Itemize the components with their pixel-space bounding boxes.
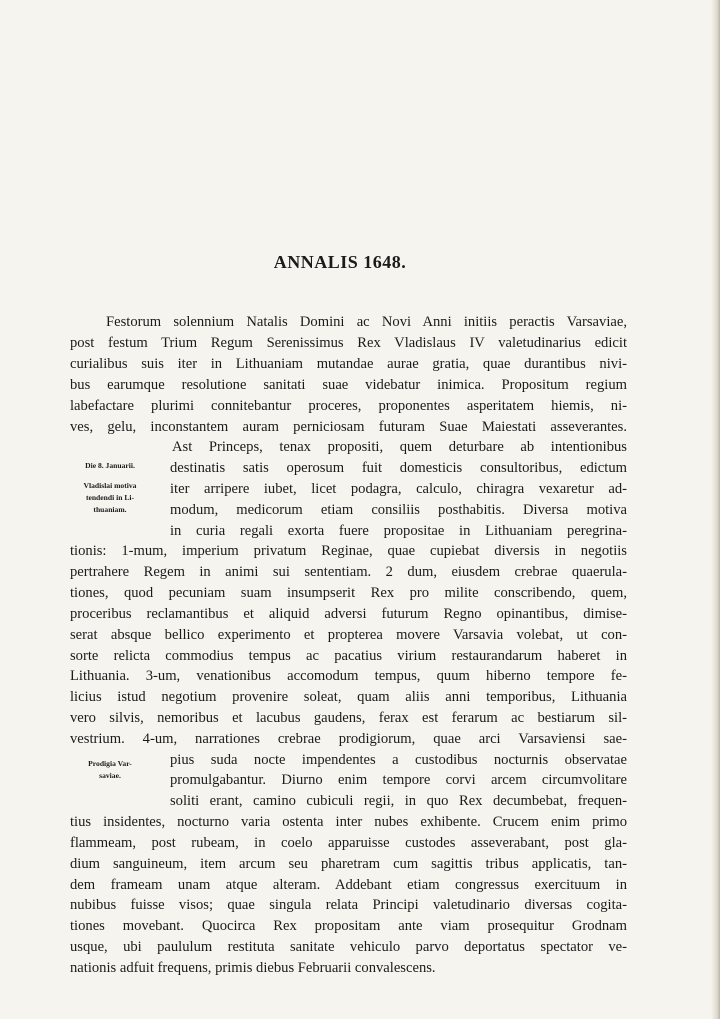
- text-line: nubibus fuisse visos; quae singula relata Principi valetudinario diversas cogita-: [70, 897, 627, 913]
- text-line: nationis adfuit frequens, primis diebus Februarii convalescens.: [70, 960, 436, 976]
- margin-note-line: Vladislai motiva: [83, 481, 137, 490]
- text-line: usque, ubi paululum restituta sanitate vehiculo parvo deportatus spectator ve-: [70, 939, 627, 955]
- margin-note-line: Prodigia Var-: [88, 759, 132, 768]
- text-line: pius suda nocte impendentes a custodibus nocturnis observatae: [170, 752, 627, 768]
- text-line: modum, medicorum etiam consiliis posthabitis. Diversa motiva: [170, 502, 627, 518]
- margin-note-prodigies: [70, 758, 150, 782]
- text-line: ves, gelu, inconstantem auram perniciosam futuram Suae Maiestati asseverantes.: [70, 419, 627, 435]
- text-line: Lithuania. 3-um, venationibus accomodum tempus, quum hiberno tempore fe-: [70, 668, 627, 684]
- text-line: pertrahere Regem in animi sui sententiam. 2 dum, eiusdem crebrae quaerula-: [70, 564, 627, 580]
- text-line: promulgabantur. Diurno enim tempore corvi arcem circumvolitare: [170, 772, 627, 788]
- text-line: dem frameam unam atque alteram. Addebant etiam congressus exercituum in: [70, 877, 627, 893]
- text-line: tionis: 1-mum, imperium privatum Reginae, quae cupiebat diversis in negotiis: [70, 543, 627, 559]
- margin-note-motives: [70, 480, 150, 516]
- page-title: ANNALIS 1648.: [273, 252, 407, 272]
- margin-note-date: [70, 460, 150, 472]
- text-line: tiones movebant. Quocirca Rex propositam ante viam prosequitur Grodnam: [70, 918, 627, 934]
- text-line: tiones, quod pecuniam suam insumpserit Rex pro milite conscribendo, quem,: [70, 585, 627, 601]
- margin-note-line: saviae.: [99, 771, 121, 780]
- text-line: dium sanguineum, item arcum seu pharetram cum sagittis tribus applicatis, tan-: [70, 856, 627, 872]
- text-line: licius istud negotium provenire soleat, quam aliis anni temporibus, Lithuania: [70, 689, 627, 705]
- text-line: vestrium. 4-um, narrationes crebrae prodigiorum, quae arci Varsaviensi sae-: [70, 731, 627, 747]
- text-line: serat absque bellico experimento et propterea movere Varsavia volebat, ut con-: [70, 627, 627, 643]
- text-line: proceribus reclamantibus et aliquid adversi futurum Regno opinantibus, dimise-: [70, 606, 627, 622]
- text-line: post festum Trium Regum Serenissimus Rex Vladislaus IV valetudinarius edicit: [70, 335, 627, 351]
- text-line: vero silvis, nemoribus et lacubus gaudens, ferax est ferarum ac bestiarum sil-: [70, 710, 627, 726]
- margin-note-line: tendendi in Li-: [85, 493, 135, 502]
- page-edge-shadow: [711, 0, 720, 1019]
- margin-note-line: Die 8. Januarii.: [85, 461, 135, 470]
- text-line: bus earumque resolutione sanitati suae videbatur inimica. Propositum regium: [70, 377, 627, 393]
- text-line: labefactare plurimi connitebantur proceres, proponentes asperitatem hiemis, ni-: [70, 398, 627, 414]
- text-line: curialibus suis iter in Lithuaniam mutandae aurae gratia, quae durantibus nivi-: [70, 356, 627, 372]
- margin-note-line: thuaniam.: [93, 505, 127, 514]
- text-line: Ast Princeps, tenax propositi, quem deturbare ab intentionibus: [172, 439, 627, 455]
- text-line: flammeam, post rubeam, in coelo apparuisse custodes asseverabant, post gla-: [70, 835, 627, 851]
- text-line: iter arripere iubet, licet podagra, calculo, chiragra vexaretur ad-: [170, 481, 627, 497]
- text-line: destinatis satis operosum fuit domesticis consultoribus, edictum: [170, 460, 627, 476]
- text-line: Festorum solennium Natalis Domini ac Novi Anni initiis peractis Varsaviae,: [106, 314, 627, 330]
- text-line: soliti erant, camino cubiculi regii, in quo Rex decumbebat, frequen-: [170, 793, 627, 809]
- text-line: sorte relicta commodius tempus ac pacatius virium restaurandarum haberet in: [70, 648, 627, 664]
- text-line: tius insidentes, nocturno varia ostenta inter nubes exhibente. Crucem enim primo: [70, 814, 627, 830]
- text-line: in curia regali exorta fuere propositae in Lithuaniam peregrina-: [170, 523, 627, 539]
